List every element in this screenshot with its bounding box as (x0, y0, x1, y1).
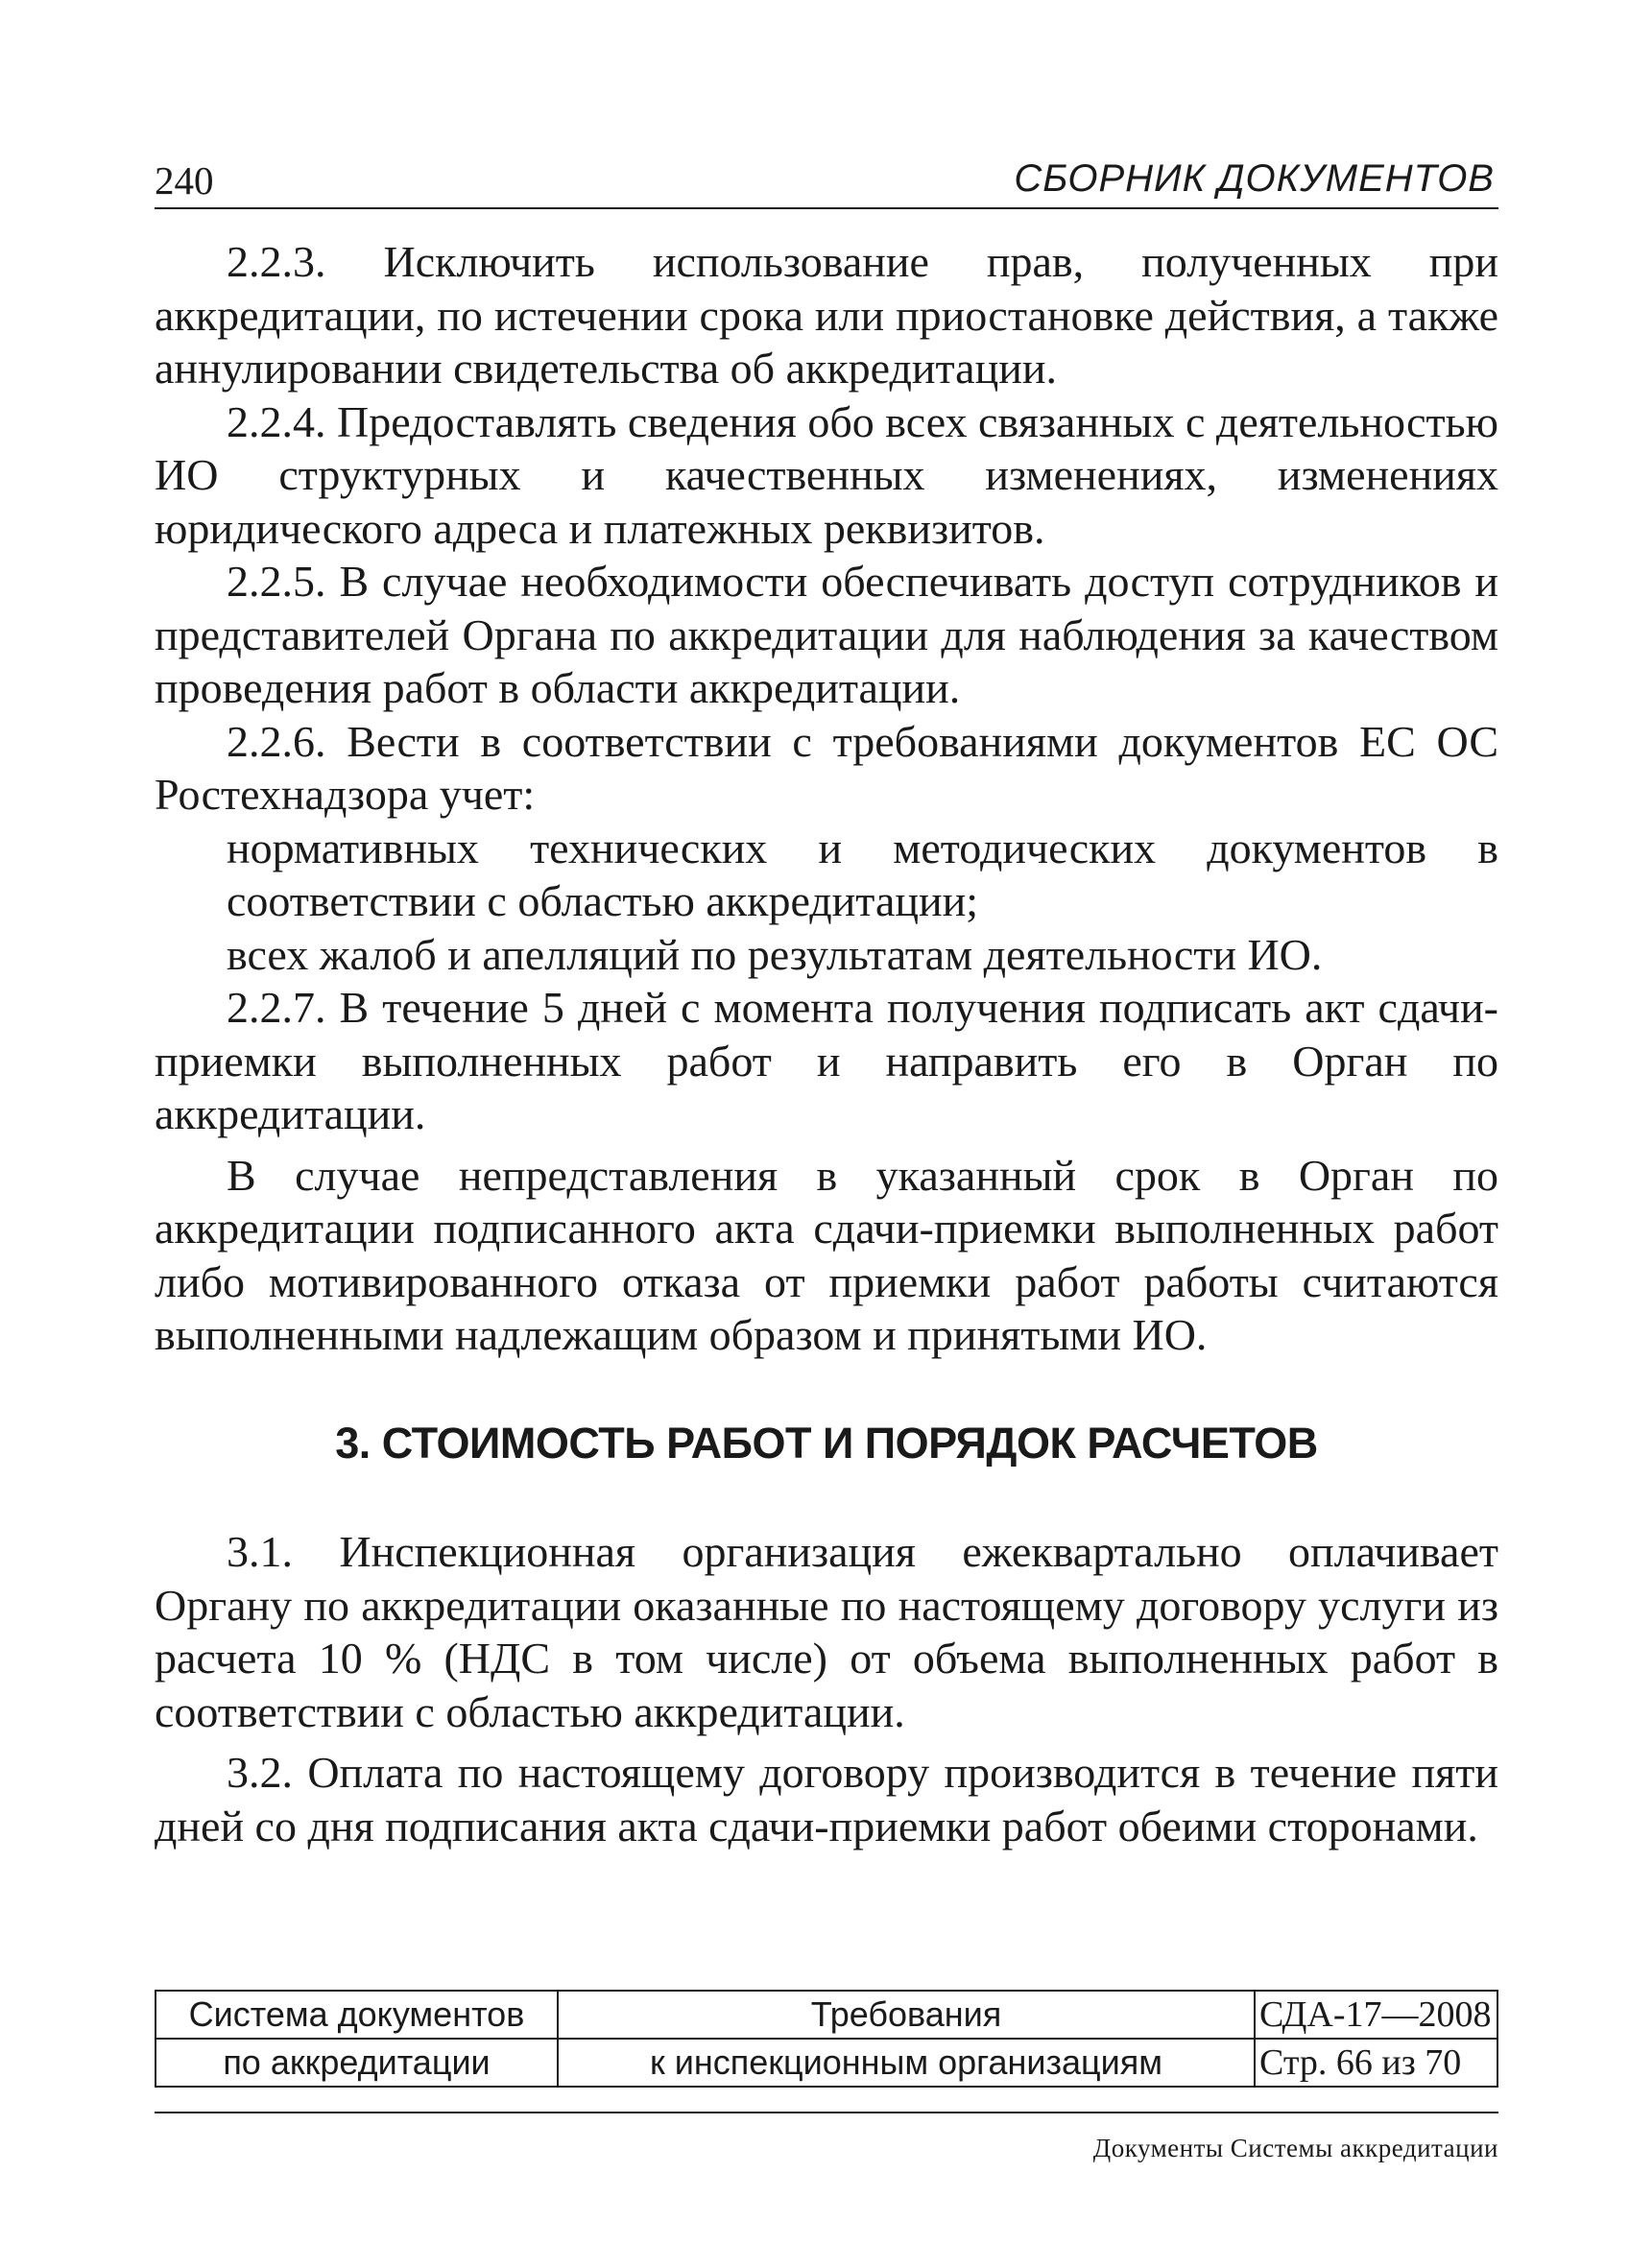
footer-doc-title-line1: Требования (810, 1994, 1002, 2034)
clause-2-2-7-note: В случае непредставления в указанный срок в Орган по аккредитации подписанного акта сдачи-приемки выполненных работ либо мотивированного отказа от приемки работ работы считаются выполненными надлежащим образом и принятыми ИО. (155, 1150, 1498, 1359)
footer-system-name-line2: по аккредитации (223, 2042, 491, 2082)
collection-title: СБОРНИК ДОКУМЕНТОВ (1014, 157, 1495, 200)
footer-system-name (156, 2039, 558, 2087)
footer-doc-code (1255, 1991, 1497, 2039)
footer-table-row (156, 1991, 1497, 2039)
clause-2-2-7: 2.2.7. В течение 5 дней с момента получения подписать акт сдачи-приемки выполненных работ и направить его в Орган по аккредитации. (155, 983, 1498, 1138)
footer-system-name-line1: Система документов (188, 1994, 525, 2034)
footer-doc-title-line2: к инспекционным организациям (649, 2042, 1163, 2082)
clause-3-2: 3.2. Оплата по настоящему договору производится в течение пяти дней со дня подписания акта сдачи-приемки работ обеими сторонами. (155, 1748, 1498, 1850)
clause-2-2-4: 2.2.4. Предоставлять сведения обо всех связанных с деятельностью ИО структурных и качественных изменениях, изменениях юридического адреса и платежных реквизитов. (155, 396, 1498, 553)
footer-table-row (156, 2039, 1497, 2087)
footer-page-count-line2: Стр. 66 из 70 (1259, 2042, 1462, 2083)
running-header (155, 154, 1498, 209)
section-heading: 3. СТОИМОСТЬ РАБОТ И ПОРЯДОК РАСЧЕТОВ (335, 1419, 1318, 1468)
body-text (155, 235, 1498, 1362)
footer-page-count (1255, 2039, 1497, 2087)
footer-doc-title (558, 1991, 1255, 2039)
footer-system-name (156, 1991, 558, 2039)
page-number: 240 (155, 158, 214, 203)
clause-2-2-6-item-2: всех жалоб и апелляций по результатам деятельности ИО. (227, 929, 1323, 979)
clause-3-1: 3.1. Инспекционная организация ежеквартально оплачивает Органу по аккредитации оказанные по настоящему договору услуги из расчета 10 % (НДС в том числе) от объема выполненных работ в соответствии с областью аккредитации. (155, 1527, 1498, 1736)
footer-doc-code-line1: СДА-17—2008 (1259, 1994, 1492, 2035)
section-3-body (155, 1525, 1498, 1852)
clause-2-2-6-item-1: нормативных технических и методических документов в соответствии с областью аккредитации; (227, 823, 1498, 925)
footer-divider (155, 2112, 1498, 2113)
clause-2-2-3: 2.2.3. Исключить использование прав, полученных при аккредитации, по истечении срока или приостановке действия, а также аннулировании свидетельства об аккредитации. (155, 237, 1498, 393)
document-footer-table (155, 1990, 1498, 2088)
footer-doc-title (558, 2039, 1255, 2087)
clause-2-2-6: 2.2.6. Вести в соответствии с требованиями документов ЕС ОС Ростехнадзора учет: (155, 716, 1498, 819)
clause-2-2-5: 2.2.5. В случае необходимости обеспечивать доступ сотрудников и представителей Органа по аккредитации для наблюдения за качеством проведения работ в области аккредитации. (155, 557, 1498, 712)
footer-caption: Документы Системы аккредитации (1092, 2134, 1498, 2162)
